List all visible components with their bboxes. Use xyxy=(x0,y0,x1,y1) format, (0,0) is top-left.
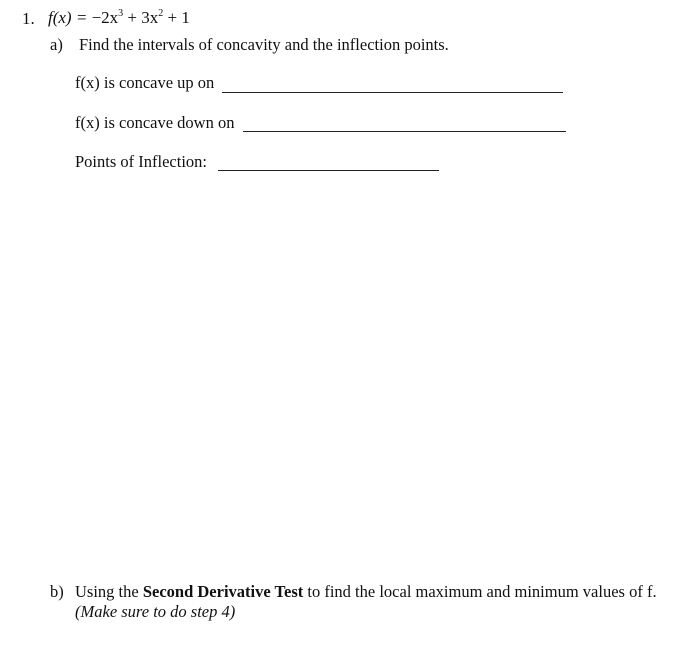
concave-down-answer-line[interactable] xyxy=(243,131,566,132)
function-lhs: f(x) = xyxy=(48,8,92,27)
problem-number: 1. xyxy=(22,9,35,28)
function-definition xyxy=(48,8,190,28)
inflection-points-row xyxy=(75,152,207,172)
part-a-prompt: Find the intervals of concavity and the inflection points. xyxy=(79,35,449,54)
function-term-constant: + 1 xyxy=(163,8,190,27)
function-exponent-2: 2 xyxy=(158,8,164,19)
concave-up-answer-line[interactable] xyxy=(222,92,563,93)
concave-down-row xyxy=(75,113,234,133)
part-a-letter: a) xyxy=(50,35,63,54)
inflection-points-label: Points of Inflection: xyxy=(75,152,207,171)
second-derivative-test-term: Second Derivative Test xyxy=(142,582,304,601)
concave-up-row xyxy=(75,73,214,93)
part-b-prompt-start: Using the xyxy=(75,582,143,601)
part-b-prompt xyxy=(75,582,657,602)
part-b-prompt-end: to find the local maximum and minimum values of f. xyxy=(303,582,657,601)
concave-down-label: f(x) is concave down on xyxy=(75,113,235,132)
inflection-points-answer-line[interactable] xyxy=(218,170,439,171)
function-exponent-3: 3 xyxy=(118,8,124,19)
function-term-quadratic: + 3x xyxy=(123,8,159,27)
part-b-letter: b) xyxy=(50,582,64,601)
concave-up-label: f(x) is concave up on xyxy=(75,73,215,92)
part-b-note: (Make sure to do step 4) xyxy=(75,602,236,621)
function-term-cubic: −2x xyxy=(91,8,119,27)
